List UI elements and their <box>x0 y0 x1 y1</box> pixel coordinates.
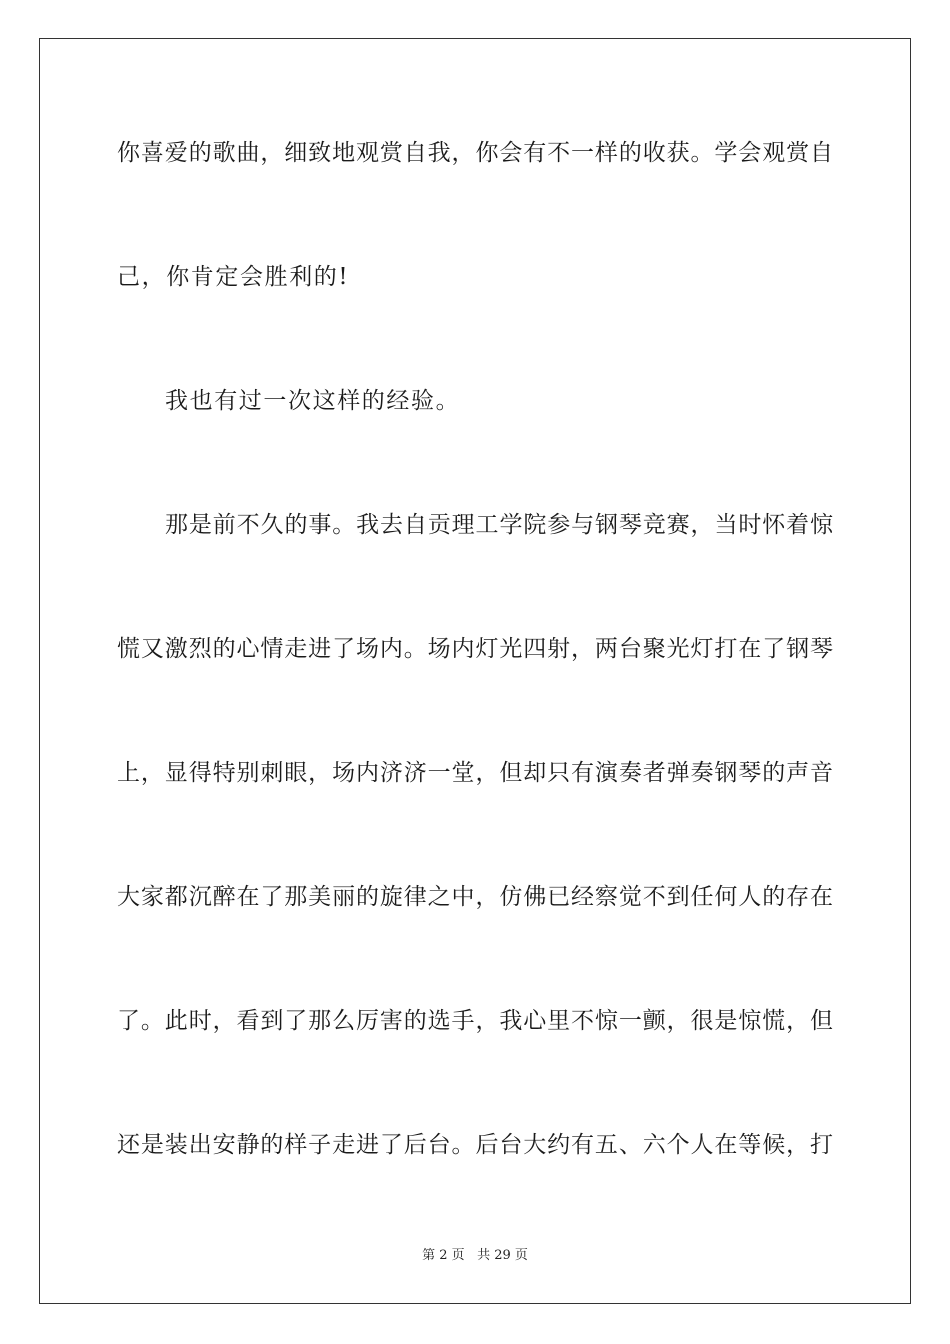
text-line-2: 己，你肯定会胜利的! <box>117 264 350 290</box>
text-line-3: 我也有过一次这样的经验。 <box>165 388 461 414</box>
page-footer <box>0 1247 950 1265</box>
total-pages: 共 29 页 <box>477 1248 528 1263</box>
text-line-9: 还是装出安静的样子走进了后台。后台大约有五、六个人在等候，打 <box>117 1132 833 1158</box>
text-line-5: 慌又激烈的心情走进了场内。场内灯光四射，两台聚光灯打在了钢琴 <box>117 636 833 662</box>
text-line-6: 上，显得特别刺眼，场内济济一堂，但却只有演奏者弹奏钢琴的声音 <box>117 760 833 786</box>
page-border <box>39 38 911 1304</box>
text-line-8: 了。此时，看到了那么厉害的选手，我心里不惊一颤，很是惊慌，但 <box>117 1008 833 1034</box>
page-number: 第 2 页 <box>422 1248 465 1263</box>
text-line-1: 你喜爱的歌曲，细致地观赏自我，你会有不一样的收获。学会观赏自 <box>117 140 833 166</box>
text-line-4: 那是前不久的事。我去自贡理工学院参与钢琴竞赛，当时怀着惊 <box>165 512 833 538</box>
text-line-7: 大家都沉醉在了那美丽的旋律之中，仿佛已经察觉不到任何人的存在 <box>117 884 833 910</box>
footer-spacer <box>465 1248 477 1263</box>
